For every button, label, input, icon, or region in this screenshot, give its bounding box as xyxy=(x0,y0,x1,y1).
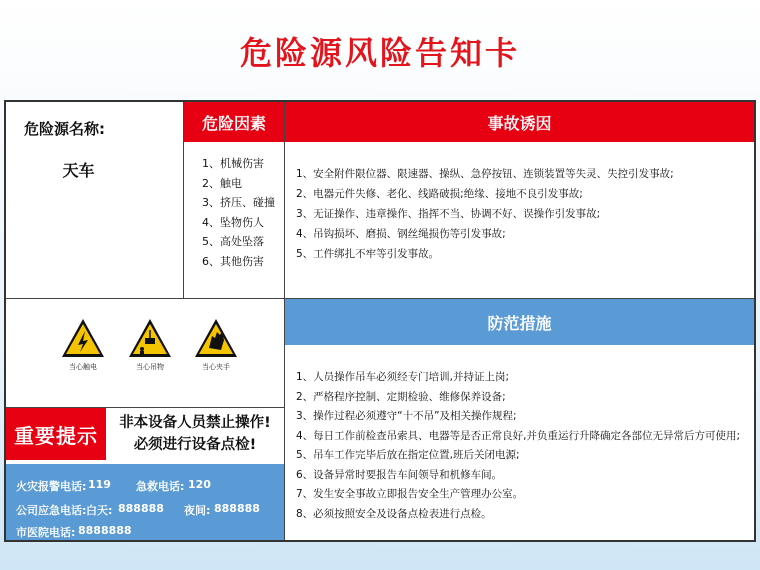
cause-item: 3、无证操作、违章操作、指挥不当、协调不好、误操作引发事故; xyxy=(296,208,601,220)
measure-item: 4、每日工作前检查吊索具、电器等是否正常良好,并负重运行升降确定各部位无异常后方可使用; xyxy=(296,429,741,442)
falling-load-warning-icon xyxy=(128,318,172,358)
measure-item: 3、操作过程必须遵守“十不吊”及相关操作规程; xyxy=(296,410,517,422)
night-phone-value: 888888 xyxy=(214,502,260,515)
hazard-source-label: 危险源名称: xyxy=(24,120,105,138)
ambulance-phone-value: 120 xyxy=(188,478,211,491)
causes-header: 事故诱因 xyxy=(285,102,754,142)
measure-item: 2、严格程序控制、定期检验、维修保养设备; xyxy=(296,390,506,403)
ambulance-phone-label: 急救电话: xyxy=(136,480,185,493)
hazard-source-cell xyxy=(6,102,183,298)
sign-falling-load xyxy=(120,318,180,372)
sign-label: 当心触电 xyxy=(69,363,97,371)
important-notice-badge: 重要提示 xyxy=(6,408,106,460)
measure-item: 1、人员操作吊车必须经专门培训,并持证上岗; xyxy=(296,371,510,383)
measure-item: 5、吊车工作完毕后放在指定位置,班后关闭电源; xyxy=(296,449,520,461)
measures-header: 防范措施 xyxy=(285,299,754,345)
company-phone-label: 公司应急电话: xyxy=(16,504,87,517)
emergency-phones-panel xyxy=(6,464,284,540)
night-phone-label: 夜间: xyxy=(184,504,211,517)
risk-card xyxy=(4,100,756,542)
cause-item: 1、安全附件限位器、限速器、操纵、急停按钮、连锁装置等失灵、失控引发事故; xyxy=(296,168,674,180)
fire-phone-value: 119 xyxy=(88,478,111,491)
hospital-phone-value: 8888888 xyxy=(78,524,132,537)
hazard-source-value: 天车 xyxy=(62,161,95,180)
sign-label: 当心夹手 xyxy=(202,363,230,371)
factors-list xyxy=(202,154,282,271)
factor-item: 2、触电 xyxy=(202,176,242,190)
hand-crush-warning-icon xyxy=(194,318,238,358)
cause-item: 4、吊钩损坏、磨损、钢丝绳损伤等引发事故; xyxy=(296,228,506,240)
measures-items xyxy=(296,368,748,524)
factor-item: 1、机械伤害 xyxy=(202,157,264,170)
causes-list xyxy=(296,164,748,264)
measure-item: 6、设备异常时要报告车间领导和机修车间。 xyxy=(296,468,503,481)
important-line-1: 非本设备人员禁止操作! xyxy=(119,415,271,431)
factors-header: 危险因素 xyxy=(184,102,284,142)
sign-electric xyxy=(53,318,113,372)
day-phone-value: 888888 xyxy=(118,502,164,515)
factors-items xyxy=(202,154,282,271)
measures-list xyxy=(296,368,748,524)
important-notice-text xyxy=(106,408,284,460)
cause-item: 2、电器元件失修、老化、线路破损;绝缘、接地不良引发事故; xyxy=(296,188,583,200)
sign-hand-crush xyxy=(186,318,246,372)
measure-item: 7、发生安全事故立即报告安全生产管理办公室。 xyxy=(296,488,524,500)
measure-item: 8、必须按照安全及设备点检表进行点检。 xyxy=(296,507,492,520)
important-line-2: 必须进行设备点检! xyxy=(133,437,257,453)
day-phone-label: 白天: xyxy=(86,504,113,517)
page-title: 危险源风险告知卡 xyxy=(239,34,520,72)
sign-label: 当心吊物 xyxy=(136,363,164,371)
factor-item: 5、高处坠落 xyxy=(202,235,264,248)
electric-shock-warning-icon xyxy=(61,318,105,358)
hospital-phone-label: 市医院电话: xyxy=(16,526,76,539)
factor-item: 4、坠物伤人 xyxy=(202,215,264,229)
factor-item: 6、其他伤害 xyxy=(202,254,264,268)
factor-item: 3、挤压、碰撞 xyxy=(202,196,275,209)
cause-item: 5、工件绑扎不牢等引发事故。 xyxy=(296,248,440,260)
causes-items xyxy=(296,164,748,264)
fire-phone-label: 火灾报警电话: xyxy=(16,480,87,493)
